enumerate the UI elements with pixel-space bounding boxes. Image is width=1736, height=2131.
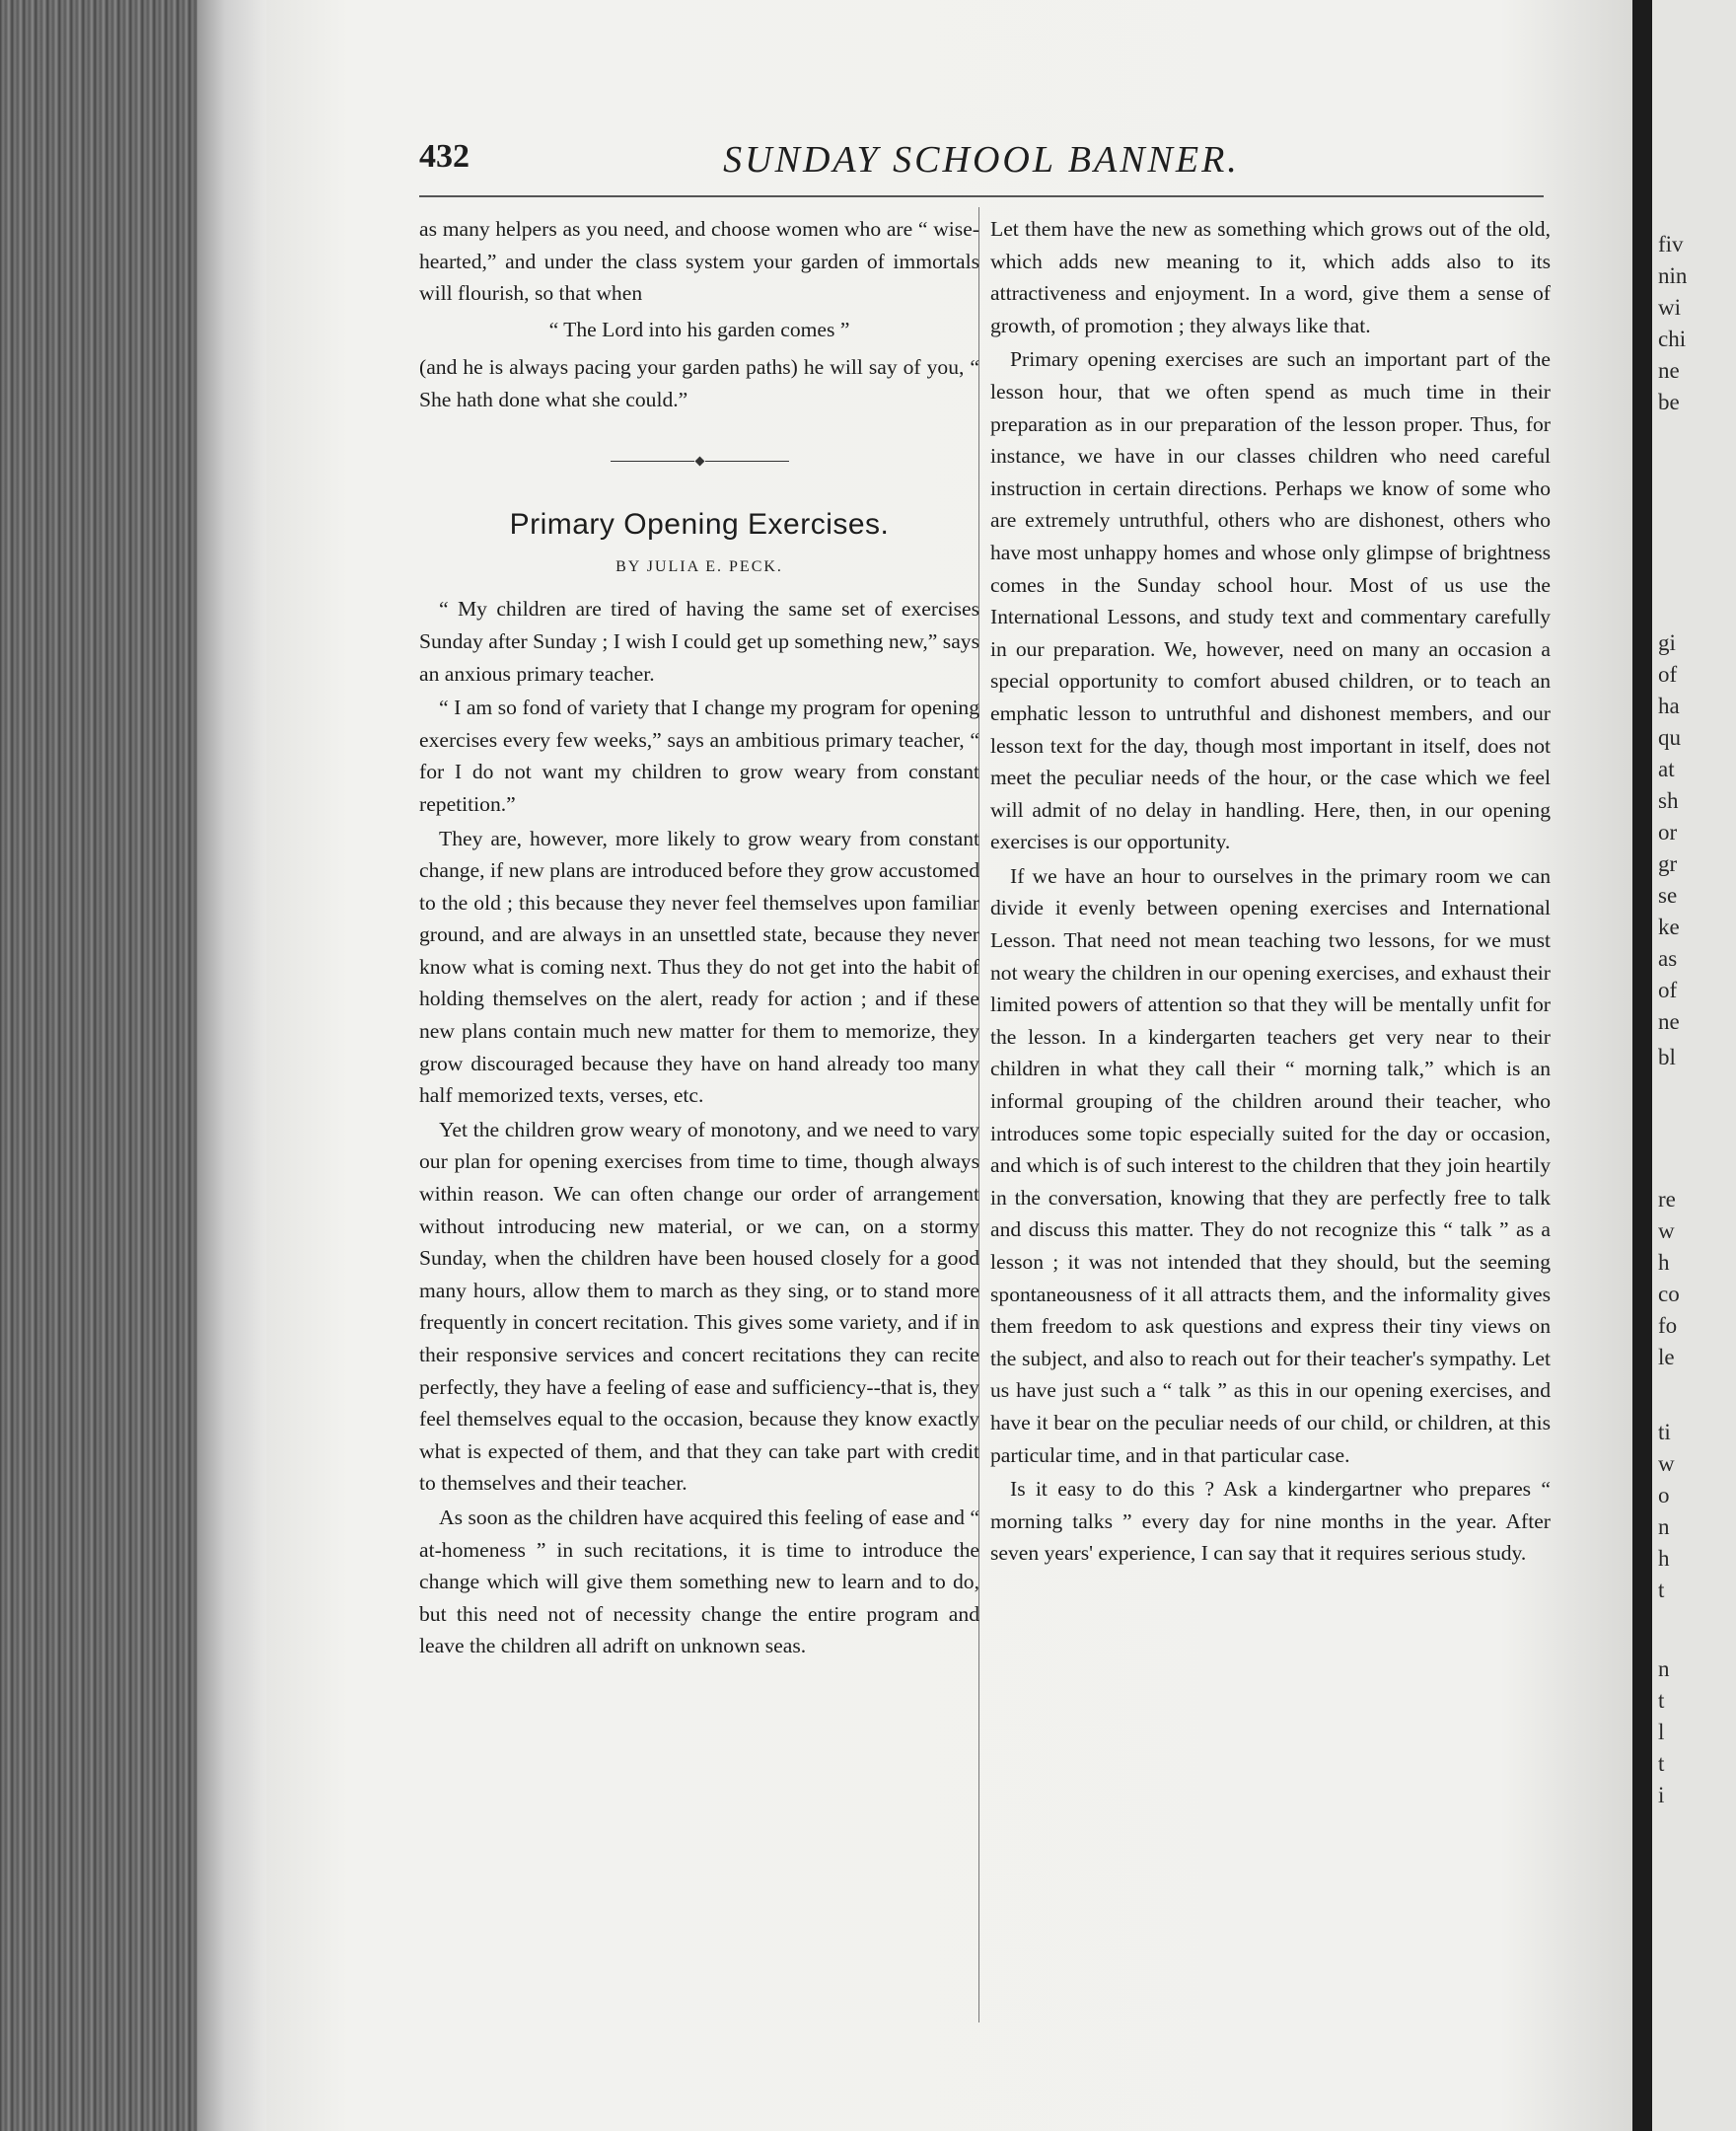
next-page-fragment: gi — [1658, 630, 1676, 655]
page-header — [419, 138, 1544, 182]
right-column — [990, 213, 1551, 1572]
next-page-fragment: or — [1658, 820, 1678, 845]
next-page-fragment: i — [1658, 1783, 1665, 1807]
next-page-fragment: bl — [1658, 1045, 1676, 1069]
next-page-fragment: co — [1658, 1282, 1680, 1306]
next-page-fragment: le — [1658, 1345, 1675, 1369]
continued-paragraph: Let them have the new as something which grows out of the old, which adds new meaning to it, which adds also to its attractiveness and enjoyment. In a word, give them a sense of growth, of promotion ; they always like that. — [990, 217, 1551, 337]
running-title: SUNDAY SCHOOL BANNER. — [723, 139, 1240, 181]
next-page-fragment: as — [1658, 946, 1678, 971]
next-page-fragment: sh — [1658, 788, 1679, 813]
section-ornament — [419, 444, 979, 477]
next-page-fragment: ne — [1658, 358, 1680, 383]
next-page-fragment: ha — [1658, 694, 1680, 718]
paragraph: They are, however, more likely to grow weary from constant change, if new plans are introduced before they grow accustomed to the old ; this because they never feel themselves upon familiar ground, and are always in an unsettled state, because they never know what is coming next. Thus they do not get into the habit of holding themselves on the alert, ready for action ; and if these new plans contain much new matter for them to memorize, they grow discouraged because they have on hand already too many half memorized texts, verses, etc. — [419, 826, 979, 1108]
verse-quote: “ The Lord into his garden comes ” — [548, 317, 850, 341]
next-page-fragment: n — [1658, 1514, 1670, 1539]
next-page-fragment: chi — [1658, 327, 1687, 351]
next-page-fragment: h — [1658, 1546, 1670, 1571]
paragraph: Primary opening exercises are such an important part of the lesson hour, that we often spend as much time in their preparation as in our preparation of the lesson proper. Thus, for instance, we have in our classes children who need careful instruction in certain directions. Perhaps we know of some who are extremely untruthful, others who are dishonest, others who have most unhappy homes and whose only glimpse of brightness comes in the Sunday school hour. Most of us use the International Lessons, and study text and commentary carefully in our preparation. We, however, need on many an occasion a special opportunity to comfort abused children, or to teach an emphatic lesson to untruthful and dishonest members, and our lesson text for the day, though most important in itself, does not meet the peculiar needs of the hour, or the case which we feel will admit of no delay in handling. Here, then, in our opening exercises is our opportunity. — [990, 347, 1551, 854]
paragraph: If we have an hour to ourselves in the primary room we can divide it evenly between opening exercises and International Lesson. That need not mean teaching two lessons, for we must not weary the children in our opening exercises, and exhaust their limited powers of attention so that they will be mentally unfit for the lesson. In a kindergarten teachers get very near to their children in what they call their “ morning talk,” which is an informal grouping of the children around their teacher, who introduces some topic especially suited for the day or occasion, and which is of such interest to the children that they join heartily in the conversation, knowing that they are perfectly free to talk and discuss this matter. They do not recognize this “ talk ” as a lesson ; it was not intended that they should, but the seeming spontaneousness of it all attracts them, and the informality gives them freedom to ask questions and express their tiny views on the subject, and also to reach out for their teacher's sympathy. Let us have just such a “ talk ” as this in our opening exercises, and have it bear on the peculiar needs of our child, or children, at this particular time, and in that particular case. — [990, 863, 1551, 1467]
next-page-fragment: at — [1658, 757, 1675, 781]
next-page-fragment: of — [1658, 978, 1678, 1002]
next-page-fragment: t — [1658, 1751, 1665, 1776]
book-gutter — [1632, 0, 1652, 2131]
next-page-fragment: l — [1658, 1720, 1665, 1744]
next-page-fragment: w — [1658, 1218, 1675, 1243]
next-page-fragment: re — [1658, 1187, 1676, 1212]
next-page-fragment: o — [1658, 1483, 1670, 1507]
next-page-fragment: qu — [1658, 725, 1681, 750]
next-page-fragment: ke — [1658, 915, 1680, 939]
page-number: 432 — [419, 138, 470, 175]
next-page-fragment: nin — [1658, 263, 1688, 288]
next-page-fragment: ti — [1658, 1420, 1671, 1444]
next-page-edge — [1652, 0, 1736, 2131]
next-page-fragment: se — [1658, 883, 1678, 908]
next-page-fragment: h — [1658, 1250, 1670, 1275]
next-page-fragment: ne — [1658, 1009, 1680, 1034]
continued-paragraph: as many helpers as you need, and choose women who are “ wise-hearted,” and under the class system your garden of immortals will flourish, so that when — [419, 217, 979, 306]
article-byline: BY JULIA E. PECK. — [615, 557, 783, 575]
quote-followup: (and he is always pacing your garden paths) he will say of you, “ She hath done what she could.” — [419, 355, 979, 411]
next-page-fragment: fo — [1658, 1313, 1678, 1338]
paragraph: “ My children are tired of having the same set of exercises Sunday after Sunday ; I wish I could get up something new,” says an anxious primary teacher. — [419, 597, 979, 686]
next-page-fragment: of — [1658, 662, 1678, 687]
next-page-fragment: n — [1658, 1656, 1670, 1681]
paragraph: Is it easy to do this ? Ask a kindergartner who prepares “ morning talks ” every day for nine months in the year. After seven years' experience, I can say that it requires serious study. — [990, 1477, 1551, 1566]
paragraph: As soon as the children have acquired this feeling of ease and “ at-homeness ” in such recitations, it is time to introduce the change which will give them something new to learn and to do, but this need not of necessity change the entire program and leave the children all adrift on unknown seas. — [419, 1505, 979, 1658]
header-rule — [419, 195, 1544, 197]
next-page-fragment: w — [1658, 1451, 1675, 1476]
paragraph: “ I am so fond of variety that I change my program for opening exercises every few weeks,” says an ambitious primary teacher, “ for I do not want my children to grow weary from constant repetition.” — [419, 696, 979, 816]
page-edge-shadow — [197, 0, 266, 2131]
next-page-fragment: t — [1658, 1578, 1665, 1602]
left-column — [419, 213, 979, 1664]
next-page-fragment: wi — [1658, 295, 1681, 320]
paragraph: Yet the children grow weary of monotony, and we need to vary our plan for opening exercises from time to time, though always within reason. We can often change our order of arrangement without introducing new material, or we can, on a stormy Sunday, when the children have been housed closely for a good many hours, allow them to march as they sing, or to stand more frequently in concert recitation. This gives some variety, and if in their responsive services and concert recitations they can recite perfectly, they have a feeling of ease and sufficiency--that is, they feel themselves equal to the occasion, because they know exactly what is expected of them, and that they can take part with credit to themselves and their teacher. — [419, 1117, 979, 1496]
next-page-fragment: gr — [1658, 851, 1678, 876]
next-page-fragment: t — [1658, 1688, 1665, 1713]
article-title: Primary Opening Exercises. — [509, 508, 890, 542]
next-page-fragment: be — [1658, 390, 1680, 414]
next-page-fragment: fiv — [1658, 232, 1684, 257]
